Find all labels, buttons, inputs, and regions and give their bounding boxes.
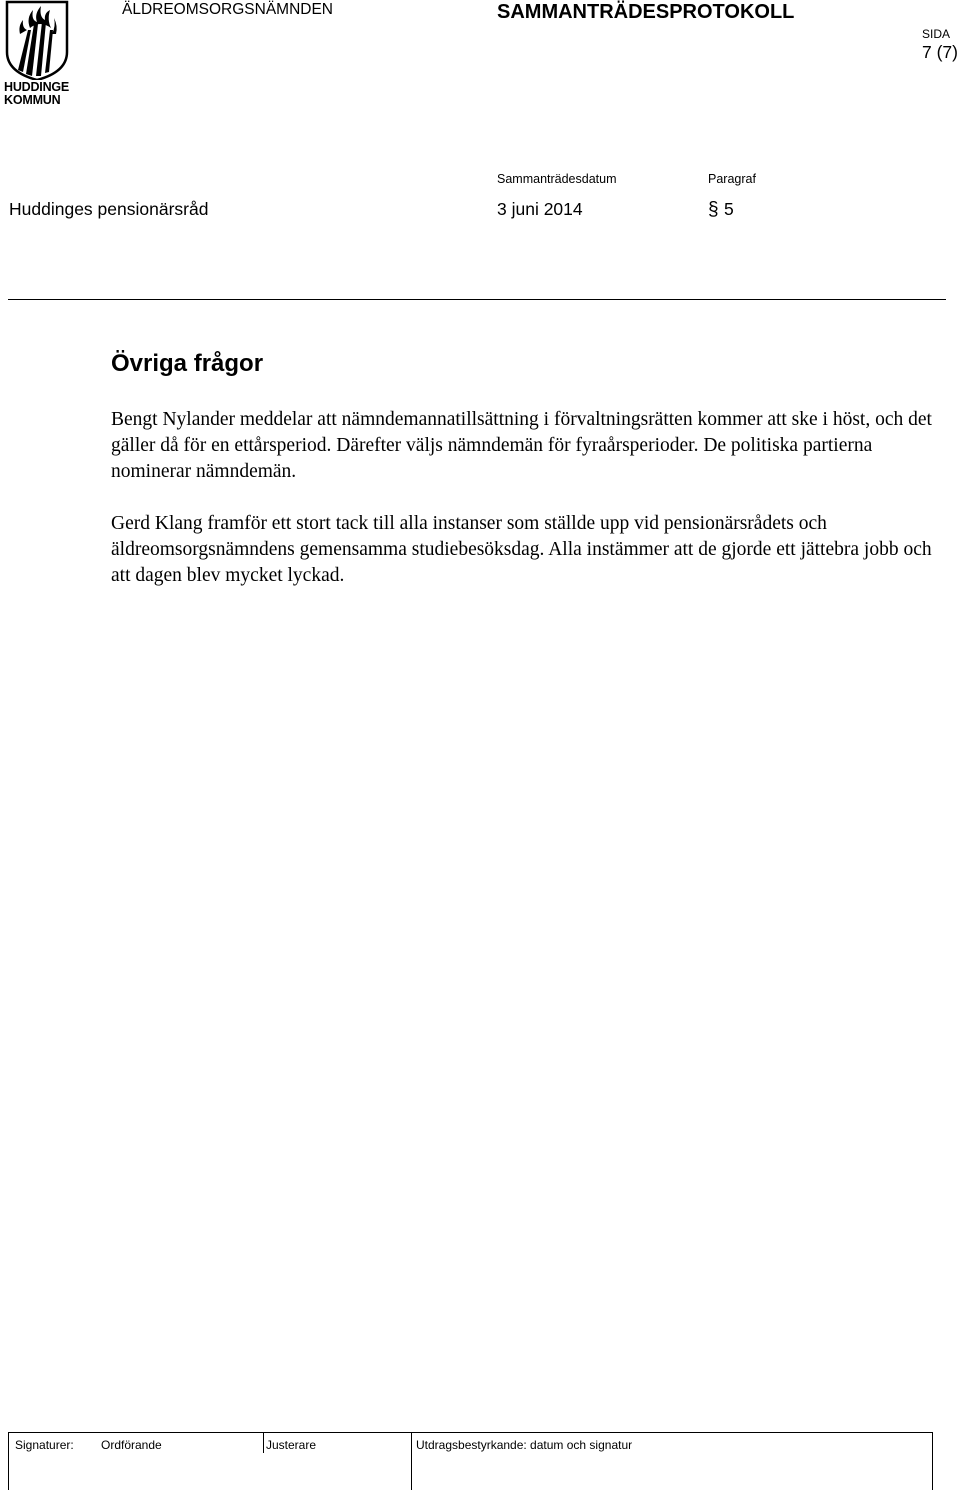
coat-of-arms-icon: [4, 0, 70, 80]
footer-right-border: [932, 1433, 933, 1490]
header-divider: [8, 299, 946, 300]
logo-text-line2: KOMMUN: [4, 93, 61, 107]
paragraph-1: Bengt Nylander meddelar att nämndemannatillsättning i förvaltningsrätten kommer att ske i höst, och det gäller då för en ettårsperiod. Därefter väljs nämndemän för fyraårsperioder. De politiska partierna nominerar nämndemän.: [111, 409, 932, 482]
paragraph-number: 5: [724, 199, 734, 219]
paragraph-2: Gerd Klang framför ett stort tack till alla instanser som ställde upp vid pensionärsrådets och äldreomsorgsnämndens gemensamma studiebesöksdag. Alla instämmer att de gjorde ett jättebra jobb och att dagen blev mycket lyckad.: [111, 513, 932, 586]
section-heading: Övriga frågor: [111, 350, 264, 377]
date-label: Sammanträdesdatum: [497, 172, 617, 186]
document-type: SAMMANTRÄDESPROTOKOLL: [497, 1, 795, 23]
footer-left-border: [8, 1433, 9, 1490]
footer-divider-1: [263, 1433, 264, 1453]
page-label: SIDA: [922, 27, 951, 41]
paragraph-symbol: §: [708, 199, 719, 220]
paragraph-label: Paragraf: [708, 172, 756, 186]
extract-label: Utdragsbestyrkande: datum och signatur: [416, 1438, 633, 1452]
chair-label: Ordförande: [101, 1438, 162, 1452]
signature-footer: [8, 1432, 933, 1490]
body-name: Huddinges pensionärsråd: [9, 199, 209, 219]
adjuster-label: Justerare: [266, 1438, 317, 1452]
huddinge-logo: [4, 0, 70, 108]
footer-divider-2: [411, 1433, 412, 1490]
signatures-label: Signaturer:: [15, 1438, 74, 1452]
department-name: ÄLDREOMSORGSNÄMNDEN: [122, 1, 333, 18]
page-number: 7 (7): [922, 42, 958, 62]
meeting-date: 3 juni 2014: [497, 199, 583, 219]
logo-text-line1: HUDDINGE: [4, 80, 70, 94]
